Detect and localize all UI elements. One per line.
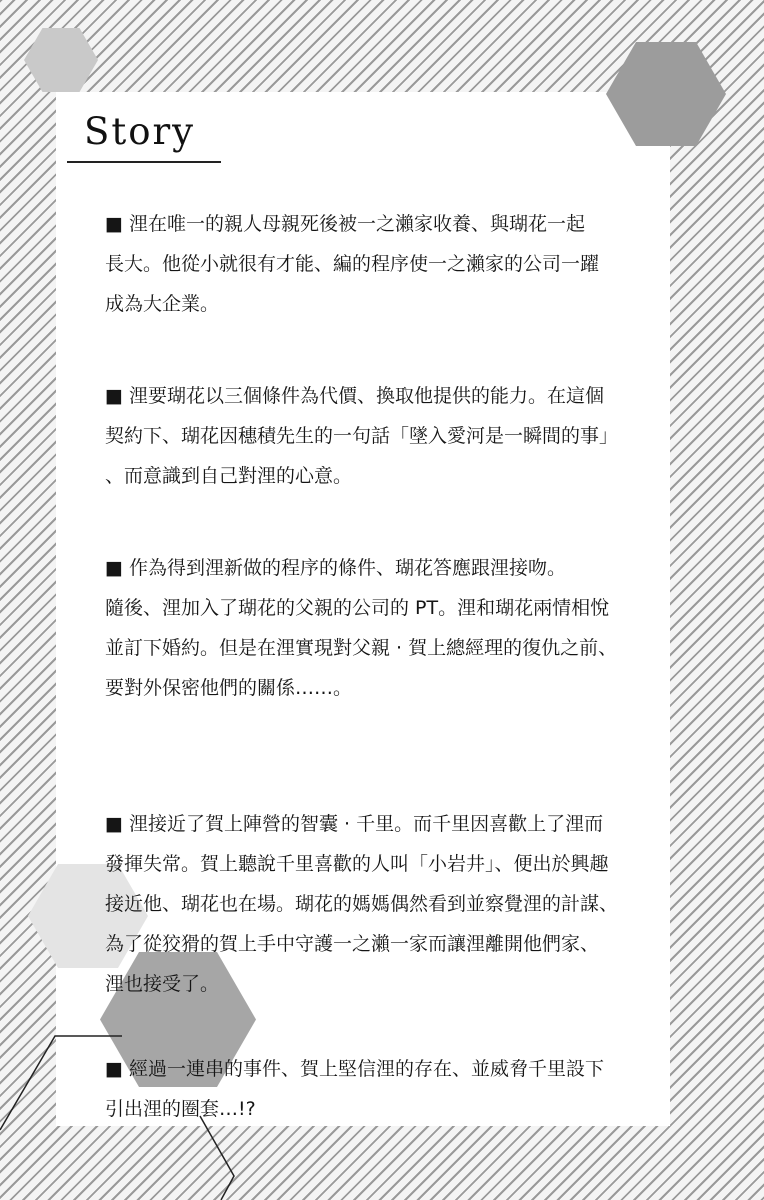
text-line: 要對外保密他們的關係……。	[105, 677, 353, 699]
text-line: 、而意識到自己對浬的心意。	[105, 465, 353, 487]
text-line: 隨後、浬加入了瑚花的父親的公司的 PT。浬和瑚花兩情相悅	[105, 597, 610, 619]
story-paragraph	[105, 376, 660, 496]
story-paragraph	[105, 804, 660, 1004]
text-line: 接近他、瑚花也在場。瑚花的媽媽偶然看到並察覺浬的計謀、	[105, 893, 619, 915]
text-line: 成為大企業。	[105, 293, 220, 315]
text-line: 長大。他從小就很有才能、編的程序使一之瀨家的公司一躍	[105, 253, 600, 275]
text-line: 契約下、瑚花因穗積先生的一句話「墜入愛河是一瞬間的事」	[105, 425, 619, 447]
text-line: 引出浬的圈套…!?	[105, 1098, 256, 1120]
story-paragraph	[105, 204, 660, 324]
text-line: 並訂下婚約。但是在浬實現對父親 · 賀上總經理的復仇之前、	[105, 637, 618, 659]
story-text	[105, 204, 660, 1129]
story-paragraph	[105, 1049, 660, 1129]
page-title: Story	[84, 110, 196, 153]
text-line: 發揮失常。賀上聽說千里喜歡的人叫「小岩井」、便出於興趣	[105, 853, 609, 875]
text-line: 為了從狡猾的賀上手中守護一之瀨一家而讓浬離開他們家、	[105, 933, 600, 955]
text-line: ■ 經過一連串的事件、賀上堅信浬的存在、並威脅千里設下	[105, 1058, 604, 1080]
text-line: 浬也接受了。	[105, 973, 220, 995]
title-underline	[67, 161, 221, 163]
text-line: ■ 作為得到浬新做的程序的條件、瑚花答應跟浬接吻。	[105, 557, 566, 579]
text-line: ■ 浬要瑚花以三個條件為代價、換取他提供的能力。在這個	[105, 385, 604, 407]
text-line: ■ 浬在唯一的親人母親死後被一之瀨家收養、與瑚花一起	[105, 213, 585, 235]
story-paragraph	[105, 548, 660, 708]
hexagon-decoration-top-left	[24, 28, 98, 92]
text-line: ■ 浬接近了賀上陣營的智囊 · 千里。而千里因喜歡上了浬而	[105, 813, 604, 835]
